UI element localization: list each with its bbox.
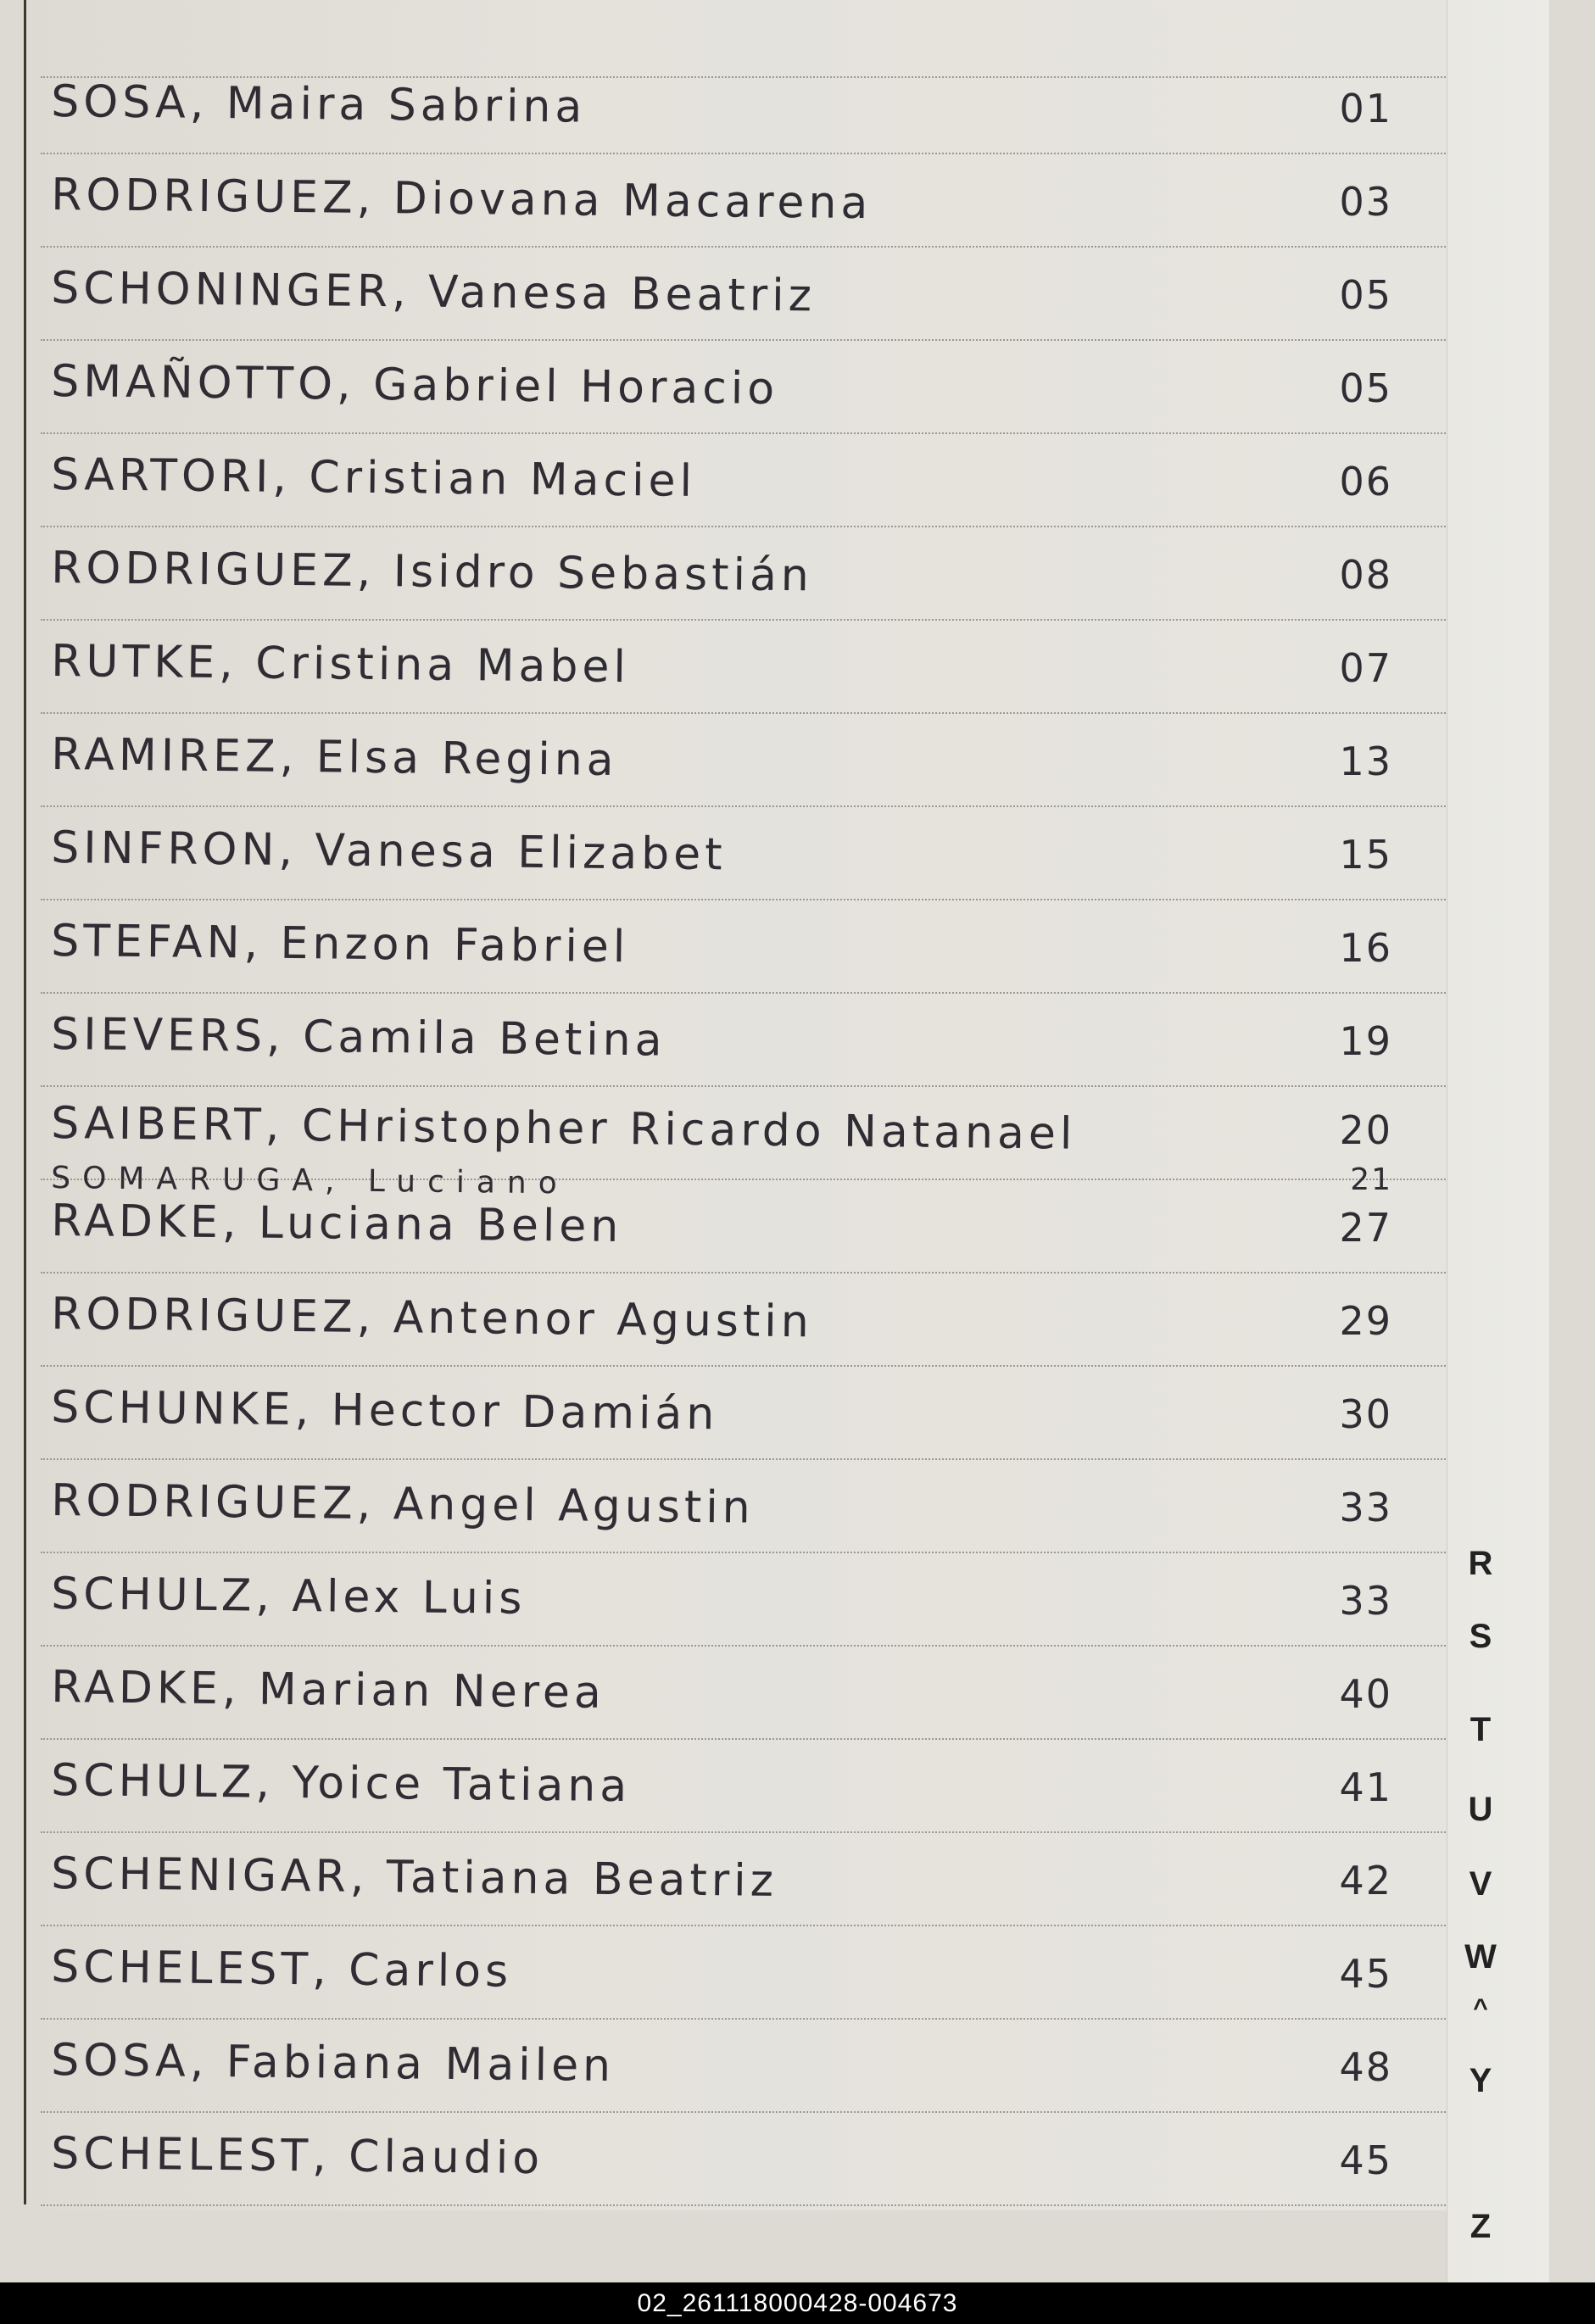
entry-name: SARTORI, Cristian Maciel (51, 449, 697, 507)
margin-line (24, 0, 26, 2204)
entry-name: RODRIGUEZ, Isidro Sebastián (51, 543, 814, 602)
entry-name: RADKE, Luciana Belen (51, 1195, 623, 1253)
entry-number: 27 (1339, 1205, 1392, 1251)
entry-number: 03 (1339, 179, 1392, 225)
index-tab-s[interactable]: S (1469, 1618, 1492, 1655)
entry-number: 13 (1339, 738, 1392, 784)
entry-number: 30 (1339, 1391, 1392, 1437)
entry-name: RUTKE, Cristina Mabel (51, 636, 631, 694)
entry-number: 05 (1339, 365, 1392, 411)
index-tab-r[interactable]: R (1468, 1545, 1493, 1582)
entry-number: 01 (1339, 86, 1392, 131)
entry-name: RADKE, Marian Nerea (51, 1662, 606, 1719)
entry-number: 29 (1339, 1298, 1392, 1344)
entry-name: SCHULZ, Alex Luis (51, 1569, 527, 1625)
entry-number: 16 (1339, 925, 1392, 971)
entry-number: 19 (1339, 1018, 1392, 1064)
entry-name: SAIBERT, CHristopher Ricardo Natanael (51, 1098, 1077, 1160)
index-tab-t[interactable]: T (1470, 1711, 1492, 1748)
index-tab-w[interactable]: W (1464, 1938, 1497, 1976)
index-tab-y[interactable]: Y (1469, 2062, 1492, 2099)
ruled-line (41, 2204, 1452, 2206)
index-tab-z[interactable]: Z (1470, 2208, 1492, 2245)
entry-number: 15 (1339, 832, 1392, 878)
entry-name: SOSA, Fabiana Mailen (51, 2035, 616, 2092)
entry-number: 06 (1339, 459, 1392, 504)
entry-number: 20 (1339, 1107, 1392, 1153)
scan-id-footer: 02_261118000428-004673 (0, 2282, 1595, 2324)
index-tab-v[interactable]: V (1469, 1865, 1492, 1903)
entry-name: SCHELEST, Carlos (51, 1942, 513, 1998)
index-tab-u[interactable]: U (1468, 1791, 1493, 1828)
entry-number: 21 (1350, 1162, 1392, 1197)
entry-number: 41 (1339, 1764, 1392, 1810)
entry-number: 48 (1339, 2044, 1392, 2090)
entry-name: STEFAN, Enzon Fabriel (51, 916, 630, 973)
entry-name: RODRIGUEZ, Antenor Agustin (51, 1289, 814, 1348)
entry-name: SCHELEST, Claudio (51, 2128, 544, 2185)
entry-number: 33 (1339, 1485, 1392, 1530)
entry-name: SOMARUGA, Luciano (51, 1161, 569, 1201)
entry-number: 42 (1339, 1858, 1392, 1903)
entry-number: 08 (1339, 552, 1392, 598)
entry-name: SCHULZ, Yoice Tatiana (51, 1755, 632, 1813)
entry-name: SCHUNKE, Hector Damián (51, 1382, 719, 1441)
entry-number: 40 (1339, 1671, 1392, 1717)
index-tab-caret[interactable]: ^ (1473, 1994, 1488, 2022)
entry-name: RODRIGUEZ, Diovana Macarena (51, 170, 873, 230)
entry-name: SOSA, Maira Sabrina (51, 76, 587, 133)
entry-number: 07 (1339, 645, 1392, 691)
entry-number: 05 (1339, 272, 1392, 318)
entry-name: SCHONINGER, Vanesa Beatriz (51, 263, 817, 322)
entry-number: 45 (1339, 2137, 1392, 2183)
entry-name: RODRIGUEZ, Angel Agustin (51, 1475, 755, 1534)
entry-name: SIEVERS, Camila Betina (51, 1009, 666, 1067)
entry-number: 33 (1339, 1578, 1392, 1624)
entry-number: 45 (1339, 1951, 1392, 1997)
entry-name: RAMIREZ, Elsa Regina (51, 729, 618, 786)
entry-name: SMAÑOTTO, Gabriel Horacio (51, 356, 779, 415)
entry-name: SINFRON, Vanesa Elizabet (51, 822, 727, 881)
entry-name: SCHENIGAR, Tatiana Beatriz (51, 1848, 778, 1907)
